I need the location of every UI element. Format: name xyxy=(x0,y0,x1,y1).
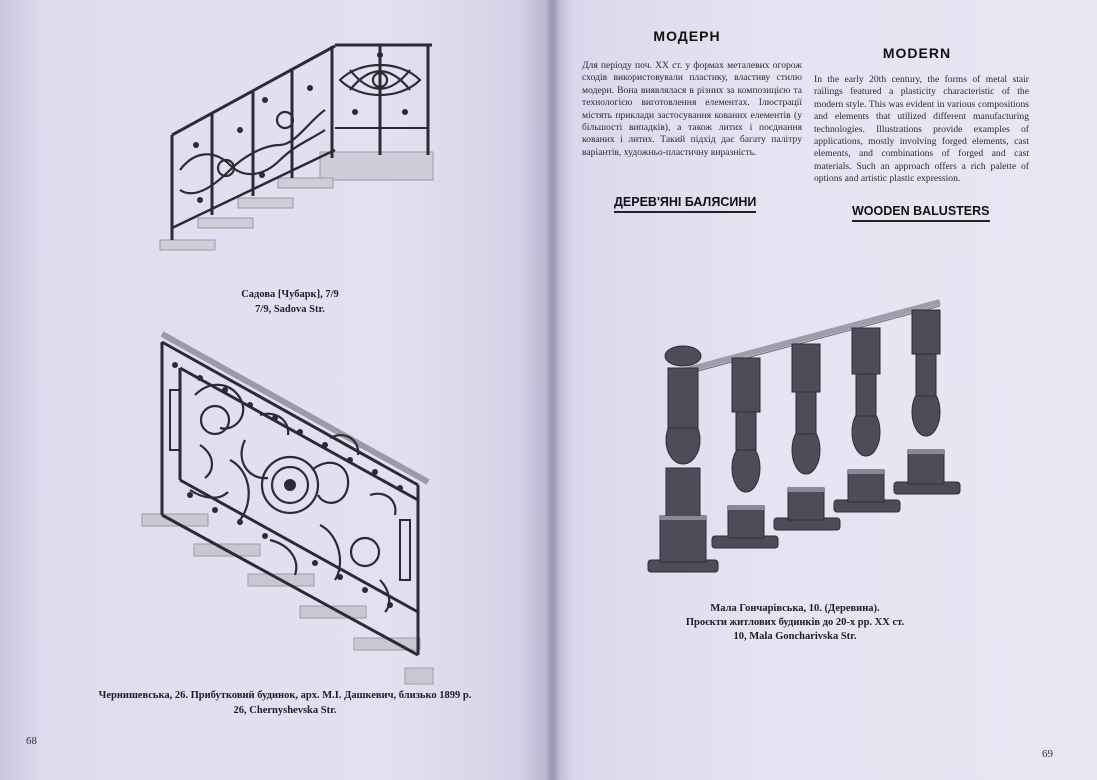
heading-uk: МОДЕРН xyxy=(653,28,721,44)
caption-sadova xyxy=(170,287,410,317)
caption-goncharivska-line1: Мала Гончарівська, 10. (Деревина). xyxy=(710,603,880,614)
subheading-uk: ДЕРЕВ'ЯНІ БАЛЯСИНИ xyxy=(614,195,756,213)
caption-goncharivska-line3: 10, Mala Goncharivska Str. xyxy=(733,631,857,642)
paragraph-uk: Для періоду поч. XX ст. у формах металевих огорож сходів використовували пластику, властиву стилю модерн. Вона виявлялася в різних за композицією та технологією виготовлення елементах. Ілюстрації містять приклади застосування кованих елементів (у більшості випадків), а також литих і поєднання кованих і литих. Такий підхід дає багату палітру варіантів, художньо-пластичну виразність. xyxy=(582,60,802,158)
caption-sadova-line1: Садова [Чубарк], 7/9 xyxy=(241,289,339,300)
railing-illustration-chernyshevska xyxy=(0,320,552,690)
caption-goncharivska xyxy=(670,602,920,644)
right-page xyxy=(552,0,1097,780)
caption-goncharivska-line2: Проєкти житлових будинків до 20-х рр. XX ст. xyxy=(685,617,905,628)
caption-chernyshevska-line1: Чернишевська, 26. Прибутковий будинок, арх. М.І. Дашкевич, близько 1899 р. xyxy=(98,690,472,701)
book-gutter xyxy=(545,0,561,780)
caption-chernyshevska xyxy=(80,688,490,718)
page-number-right: 69 xyxy=(1042,748,1053,760)
subheading-en: WOODEN BALUSTERS xyxy=(852,204,990,222)
paragraph-en: In the early 20th century, the forms of metal stair railings featured a plasticity characteristic of the modern style. This was evident in various compositions and elements that utilized different manufacturing technologies. Illustrations provide examples of applications, mostly involving forged elements, cast elements, and combinations of forged and cast materials. Such an approach offers a rich palette of options and artistic plastic expression. xyxy=(814,74,1029,185)
caption-chernyshevska-line2: 26, Chernyshevska Str. xyxy=(233,705,337,716)
wooden-balusters-illustration xyxy=(552,290,1097,590)
caption-sadova-line2: 7/9, Sadova Str. xyxy=(255,304,325,315)
heading-en: MODERN xyxy=(882,45,952,61)
page-number-left: 68 xyxy=(26,735,37,747)
railing-illustration-sadova xyxy=(0,0,552,290)
